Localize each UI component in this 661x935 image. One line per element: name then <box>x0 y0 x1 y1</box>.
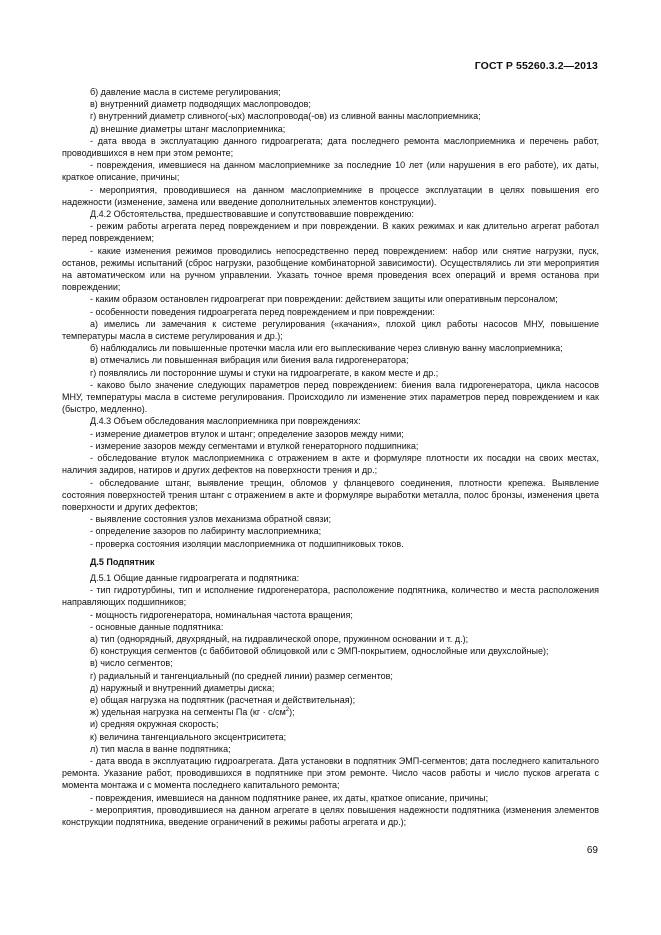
paragraph: - выявление состояния узлов механизма обратной связи; <box>90 514 332 525</box>
paragraph: - измерение диаметров втулок и штанг; определение зазоров между ними; <box>90 428 404 439</box>
paragraph: - какие изменения режимов проводились непосредственно перед повреждением: набор или снятие нагрузки, пуск, останов, режимы испытаний (сброс нагрузки, разобщение комбинаторной зависимости). Осуществлялись ли эти мероприятия на автоматическом или на ручном управлении. Указать точное время проведения всех операций и время останова при повреждении; <box>62 245 599 293</box>
paragraph: Д.4.2 Обстоятельства, предшествовавшие и сопутствовавшие повреждению: <box>90 209 414 220</box>
paragraph: д) наружный и внутренний диаметры диска; <box>90 682 275 693</box>
paragraph-pressure <box>62 706 599 718</box>
paragraph: - измерение зазоров между сегментами и втулкой генераторного подшипника; <box>90 440 419 451</box>
paragraph: б) конструкция сегментов (с баббитовой облицовкой или с ЭМП-покрытием, однослойные или двухслойные); <box>90 646 549 657</box>
paragraph: - режим работы агрегата перед повреждением и при повреждении. В каких режимах и как длительно агрегат работал перед повреждением; <box>62 221 599 244</box>
paragraph: г) радиальный и тангенциальный (по средней линии) размер сегментов; <box>90 670 393 681</box>
paragraph: - проверка состояния изоляции маслоприемника от подшипниковых токов. <box>90 538 404 549</box>
section-title: Д.5 Подпятник <box>90 556 155 567</box>
paragraph: - повреждения, имевшиеся на данном маслоприемнике за последние 10 лет (или нарушения в его работе), их даты, краткое описание, причины; <box>62 160 599 183</box>
paragraph: к) величина тангенциального эксцентриситета; <box>90 731 287 742</box>
paragraph: л) тип масла в ванне подпятника; <box>90 743 231 754</box>
pressure-exponent: 2 <box>285 707 290 714</box>
paragraph: - определение зазоров по лабиринту маслоприемника; <box>90 526 322 537</box>
page-number: 69 <box>586 845 598 856</box>
paragraph: Д.5.1 Общие данные гидроагрегата и подпятника: <box>90 572 300 583</box>
paragraph: Д.4.3 Объем обследования маслоприемника при повреждениях: <box>90 416 361 427</box>
paragraph: а) тип (однорядный, двухрядный, на гидравлической опоре, пружинном основании и т. д.); <box>90 633 469 644</box>
paragraph: - каково было значение следующих параметров перед повреждением: биения вала гидрогенератора, цикла насосов МНУ, температуры масла в системе регулирования. Происходило ли изменение этих параметров перед повреждением и как (быстро, медленно). <box>62 379 599 415</box>
paragraph: - обследование втулок маслоприемника с отражением в акте и формуляре плотности их посадки на своих местах, наличия задиров, натиров и других дефектов на поверхности трения и др.; <box>62 453 599 476</box>
paragraph: г) появлялись ли посторонние шумы и стуки на гидроагрегате, в каком месте и др.; <box>90 367 439 378</box>
paragraph: - мероприятия, проводившиеся на данном маслоприемнике в процессе эксплуатации в целях повышения его надежности (изменение, замена или введение дополнительных элементов конструкции). <box>62 184 599 207</box>
paragraph: - мероприятия, проводившиеся на данном агрегате в целях повышения надежности подпятника (изменения элементов конструкции подпятника, введение ограничений в режимы работы агрегата и др.); <box>62 804 599 827</box>
paragraph: в) число сегментов; <box>90 658 173 669</box>
paragraph: - дата ввода в эксплуатацию гидроагрегата. Дата установки в подпятник ЭМП-сегментов; дата последнего капитального ремонта. Указание работ, проводившихся в подпятнике при этом ремонте. Число часов работы и число пусков агрегата с момента монтажа и с момента последнего капитального ремонта; <box>62 755 599 791</box>
pressure-suffix: ); <box>289 707 295 718</box>
paragraph: а) имелись ли замечания к системе регулирования («качания», плохой цикл работы насосов МНУ, повышение температуры масла в системе регулирования и др.); <box>62 318 599 342</box>
paragraph: - дата ввода в эксплуатацию данного гидроагрегата; дата последнего ремонта маслоприемника и перечень работ, проводившихся в нем при этом ремонте; <box>62 135 599 159</box>
paragraph: б) давление масла в системе регулирования; <box>90 87 281 97</box>
paragraph: - повреждения, имевшиеся на данном подпятнике ранее, их даты, краткое описание, причины; <box>90 792 489 803</box>
paragraph: в) внутренний диаметр подводящих маслопроводов; <box>90 99 311 110</box>
paragraph: - тип гидротурбины, тип и исполнение гидрогенератора, расположение подпятника, количество и места расположения направляющих подшипников; <box>62 585 599 608</box>
paragraph: г) внутренний диаметр сливного(-ых) маслопровода(-ов) из сливной ванны маслоприемника; <box>90 111 481 122</box>
pressure-text: ж) удельная нагрузка на сегменты Па (кг · с/см <box>90 707 286 718</box>
paragraph: - обследование штанг, выявление трещин, обломов у фланцевого соединения, плотности крепежа. Выявление состояния поверхностей трения штанг с отражением в акте и формуляре выработки металла, полос бронзы, изменения цвета поверхности и других дефектов; <box>62 477 599 512</box>
paragraph: и) средняя окружная скорость; <box>90 719 219 730</box>
paragraph: - мощность гидрогенератора, номинальная частота вращения; <box>90 609 353 620</box>
paragraph: - особенности поведения гидроагрегата перед повреждением и при повреждении: <box>90 306 435 317</box>
paragraph: - основные данные подпятника: <box>90 621 224 632</box>
paragraph: - каким образом остановлен гидроагрегат при повреждении: действием защиты или оперативным персоналом; <box>90 294 558 305</box>
paragraph: в) отмечались ли повышенная вибрация или биения вала гидрогенератора; <box>90 355 409 366</box>
paragraph: д) внешние диаметры штанг маслоприемника; <box>90 123 286 134</box>
document-code: ГОСТ Р 55260.3.2—2013 <box>474 60 598 72</box>
paragraph: б) наблюдались ли повышенные протечки масла или его выплескивание через сливную ванну маслоприемника; <box>90 343 563 354</box>
body-text <box>62 86 599 828</box>
paragraph: е) общая нагрузка на подпятник (расчетная и действительная); <box>90 694 356 705</box>
